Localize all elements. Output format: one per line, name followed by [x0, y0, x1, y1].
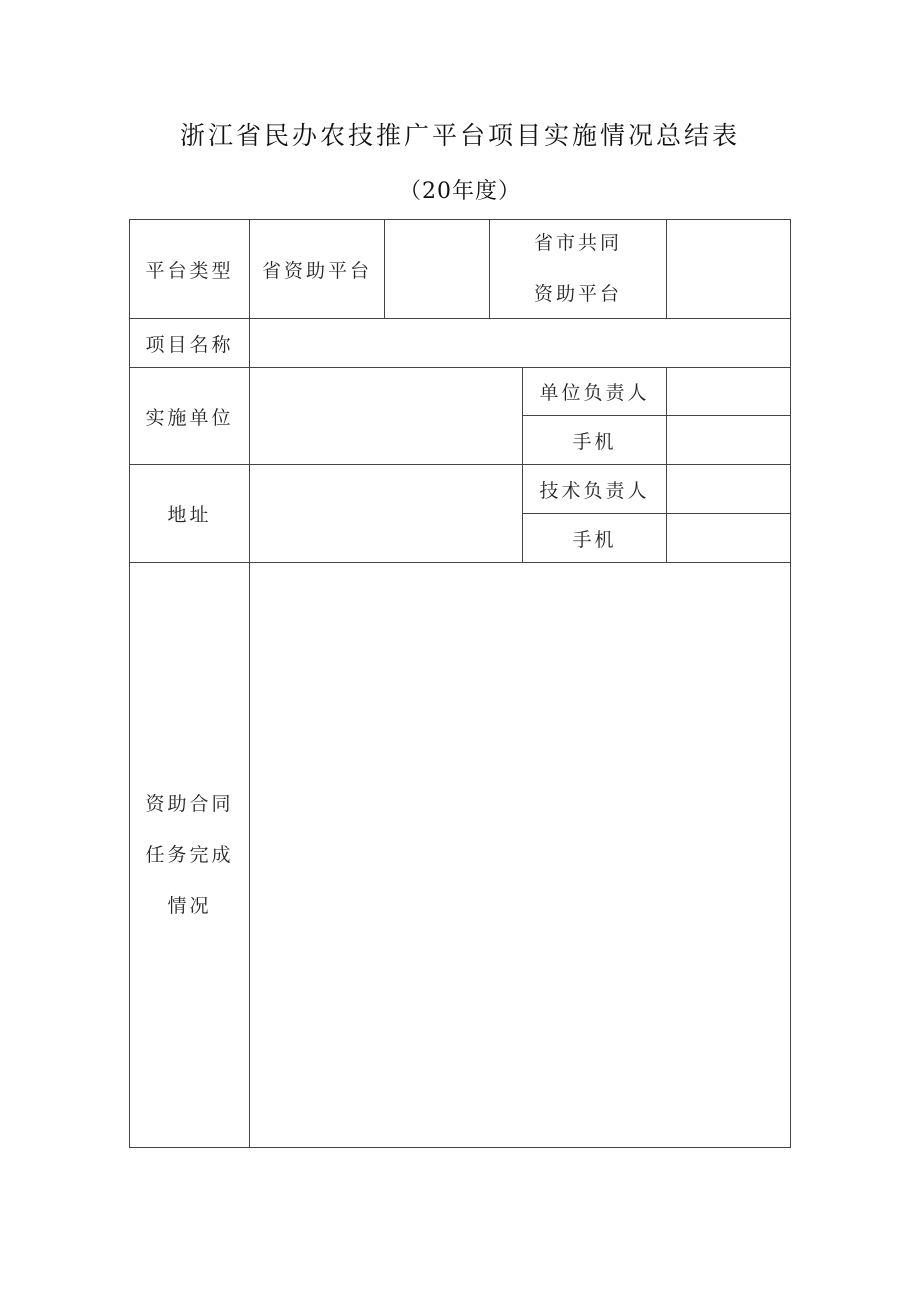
provincial-funded-platform-input[interactable]	[385, 220, 489, 318]
implementing-unit-input[interactable]	[250, 368, 522, 464]
document-title: 浙江省民办农技推广平台项目实施情况总结表	[179, 121, 740, 150]
document-subtitle: （20年度）	[399, 179, 521, 204]
completion-label-line3: 情况	[167, 894, 212, 917]
address-label: 地址	[167, 504, 212, 526]
platform-type-label: 平台类型	[145, 259, 234, 282]
co-funded-label-line1: 省市共同	[533, 232, 622, 254]
implementing-unit-label: 实施单位	[145, 406, 234, 429]
co-funded-platform-input[interactable]	[667, 220, 790, 318]
contract-completion-input[interactable]	[250, 563, 790, 1147]
tech-head-label: 技术负责人	[539, 479, 650, 502]
completion-label-line2: 任务完成	[145, 843, 234, 866]
tech-mobile-label: 手机	[572, 528, 617, 551]
tech-head-input[interactable]	[667, 465, 790, 513]
address-input[interactable]	[250, 465, 522, 562]
unit-head-label: 单位负责人	[539, 382, 650, 404]
project-name-input[interactable]	[250, 319, 790, 367]
provincial-funded-platform-label: 省资助平台	[261, 259, 372, 282]
project-name-label: 项目名称	[145, 333, 234, 356]
unit-mobile-label: 手机	[572, 430, 617, 453]
summary-form-table	[129, 219, 791, 1148]
contract-completion-label	[130, 563, 249, 1147]
co-funded-platform-label	[490, 220, 666, 318]
tech-mobile-input[interactable]	[667, 514, 790, 562]
completion-label-line1: 资助合同	[145, 792, 234, 815]
co-funded-label-line2: 资助平台	[533, 283, 622, 305]
unit-mobile-input[interactable]	[667, 416, 790, 464]
unit-head-input[interactable]	[667, 368, 790, 415]
